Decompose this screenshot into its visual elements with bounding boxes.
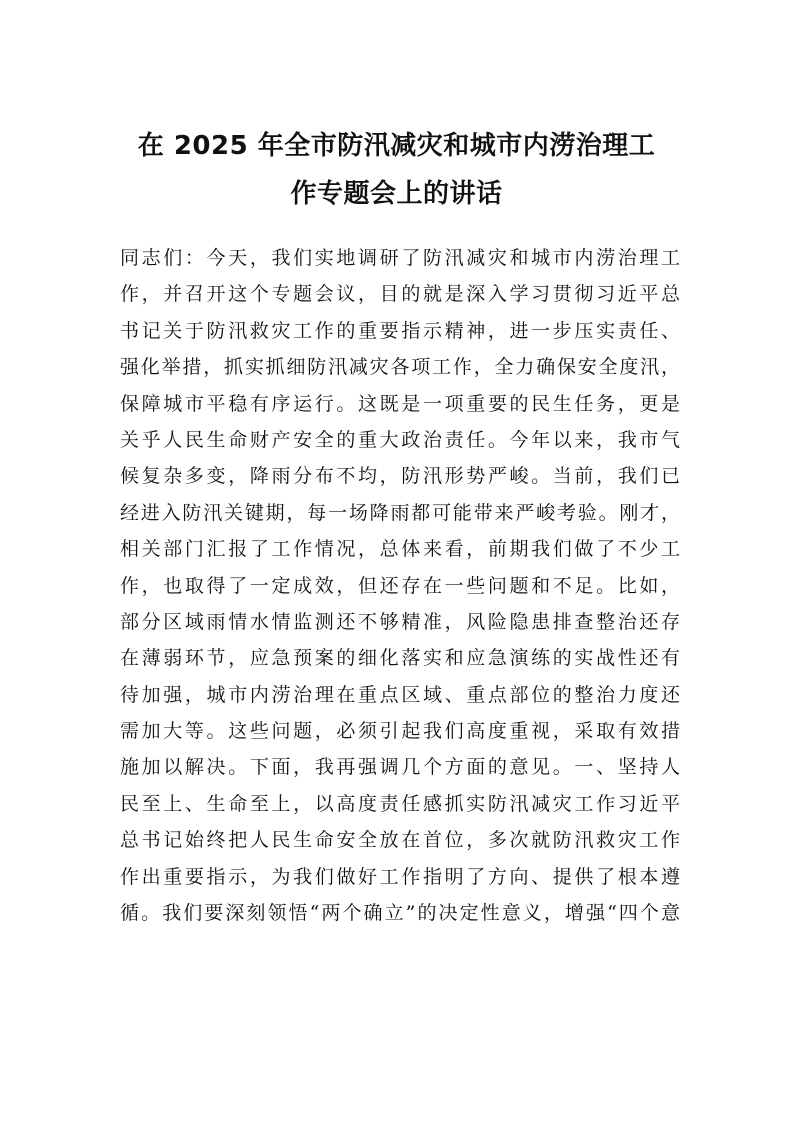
body-line: 作出重要指示，为我们做好工作指明了方向、提供了根本遵	[120, 865, 680, 888]
body-line: 待加强，城市内涝治理在重点区域、重点部位的整治力度还	[120, 683, 680, 706]
body-line: 作，并召开这个专题会议，目的就是深入学习贯彻习近平总	[120, 283, 680, 306]
body-line: 书记关于防汛救灾工作的重要指示精神，进一步压实责任、	[120, 319, 680, 342]
body-line: 经进入防汛关键期，每一场降雨都可能带来严峻考验。刚才，	[120, 501, 680, 524]
title-line-1: 在 2025 年全市防汛减灾和城市内涝治理工	[137, 131, 656, 161]
body-line: 总书记始终把人民生命安全放在首位，多次就防汛救灾工作	[120, 829, 680, 852]
body-line: 施加以解决。下面，我再强调几个方面的意见。一、坚持人	[120, 756, 680, 779]
body-line: 循。我们要深刻领悟“两个确立”的决定性意义，增强“四个意	[120, 902, 680, 925]
body-text	[120, 240, 680, 931]
body-line: 民至上、生命至上，以高度责任感抓实防汛减灾工作习近平	[120, 792, 680, 815]
body-line: 强化举措，抓实抓细防汛减灾各项工作，全力确保安全度汛，	[120, 356, 680, 379]
body-line: 部分区域雨情水情监测还不够精准，风险隐患排查整治还存	[120, 610, 680, 633]
body-line: 候复杂多变，降雨分布不均，防汛形势严峻。当前，我们已	[120, 465, 680, 488]
body-line: 相关部门汇报了工作情况，总体来看，前期我们做了不少工	[120, 538, 680, 561]
body-line: 作，也取得了一定成效，但还存在一些问题和不足。比如，	[120, 574, 680, 597]
body-line: 同志们：今天，我们实地调研了防汛减灾和城市内涝治理工	[120, 247, 680, 269]
document-title	[110, 122, 683, 218]
body-line: 关乎人民生命财产安全的重大政治责任。今年以来，我市气	[120, 428, 680, 451]
body-line: 保障城市平稳有序运行。这既是一项重要的民生任务，更是	[120, 392, 680, 415]
body-line: 在薄弱环节，应急预案的细化落实和应急演练的实战性还有	[120, 647, 680, 670]
body-line: 需加大等。这些问题，必须引起我们高度重视，采取有效措	[120, 720, 680, 743]
title-line-2: 作专题会上的讲话	[290, 179, 503, 209]
